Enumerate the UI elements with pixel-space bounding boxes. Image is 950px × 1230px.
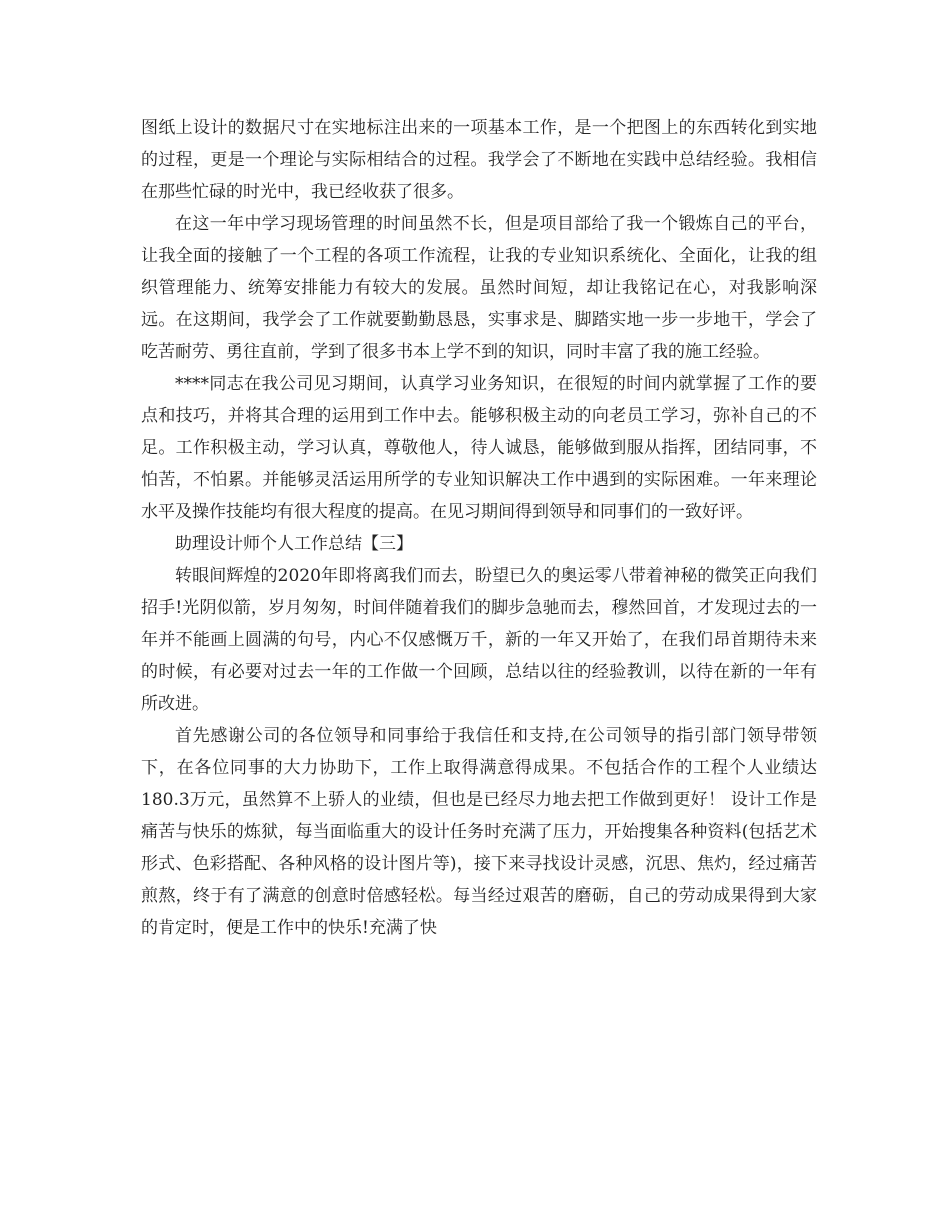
section-heading: 助理设计师个人工作总结【三】 (175, 534, 413, 554)
paragraph-5: 首先感谢公司的各位领导和同事给于我信任和支持,在公司领导的指引部门领导带领下，在各位同事的大力协助下，工作上取得满意得成果。不包括合作的工程个人业绩达 180.3万元，虽然算不上骄人的业绩，但也是已经尽力地去把工作做到更好！ 设计工作是痛苦与快乐的炼狱，每当面临重大的设计任务时充满了压力，开始搜集各种资料(包括艺术形式、色彩搭配、各种风格的设计图片等)，接下来寻找设计灵感，沉思、焦灼，经过痛苦煎熬，终于有了满意的创意时倍感轻松。每当经过艰苦的磨砺，自己的劳动成果得到大家的肯定时，便是工作中的快乐!充满了快 (141, 726, 817, 938)
paragraph-1: 图纸上设计的数据尺寸在实地标注出来的一项基本工作，是一个把图上的东西转化到实地的过程，更是一个理论与实际相结合的过程。我学会了不断地在实践中总结经验。我相信在那些忙碌的时光中，我已经收获了很多。 (141, 118, 817, 202)
document-body (141, 112, 817, 944)
paragraph-3: ****同志在我公司见习期间，认真学习业务知识，在很短的时间内就掌握了工作的要点和技巧，并将其合理的运用到工作中去。能够积极主动的向老员工学习，弥补自己的不足。工作积极主动，学习认真，尊敬他人，待人诚恳，能够做到服从指挥，团结同事，不怕苦，不怕累。并能够灵活运用所学的专业知识解决工作中遇到的实际困难。一年来理论水平及操作技能均有很大程度的提高。在见习期间得到领导和同事们的一致好评。 (141, 374, 817, 522)
paragraph-2: 在这一年中学习现场管理的时间虽然不长，但是项目部给了我一个锻炼自己的平台，让我全面的接触了一个工程的各项工作流程，让我的专业知识系统化、全面化，让我的组织管理能力、统筹安排能力有较大的发展。虽然时间短，却让我铭记在心，对我影响深远。在这期间，我学会了工作就要勤勤恳恳，实事求是、脚踏实地一步一步地干，学会了吃苦耐劳、勇往直前，学到了很多书本上学不到的知识，同时丰富了我的施工经验。 (141, 214, 817, 362)
paragraph-4: 转眼间辉煌的2020年即将离我们而去，盼望已久的奥运零八带着神秘的微笑正向我们招手!光阴似箭，岁月匆匆，时间伴随着我们的脚步急驰而去，穆然回首，才发现过去的一年并不能画上圆满的句号，内心不仅感慨万千，新的一年又开始了，在我们昂首期待未来的时候，有必要对过去一年的工作做一个回顾，总结以往的经验教训，以待在新的一年有所改进。 (141, 566, 817, 714)
